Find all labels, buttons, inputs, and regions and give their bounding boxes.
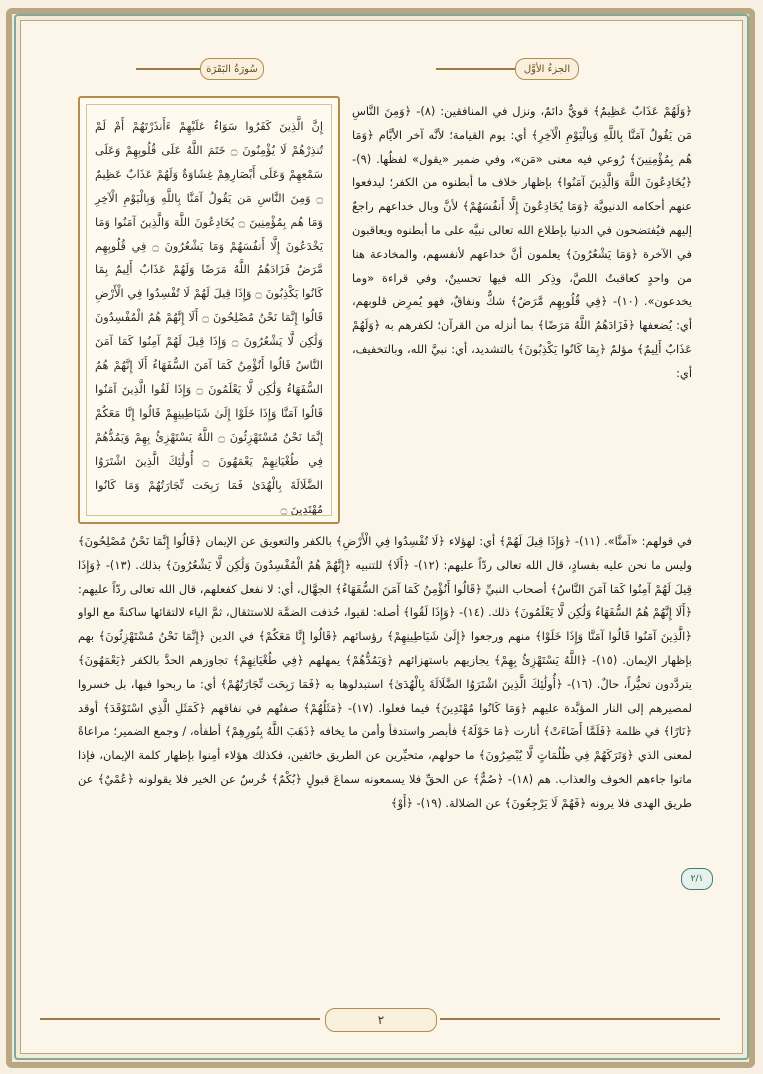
tafsir-right-column: ﴿وَلَهُمْ عَذَابٌ عَظِيمٌ﴾ قويٌّ دائمٌ، ونزل في المنافقين: (٨)- ﴿وَمِنَ النَّاسِ مَن يَقُولُ آمَنَّا بِاللَّهِ وَبِالْيَوْمِ الْآخِرِ﴾ أي: يوم القيامة؛ لأنَّه آخر الأيَّام ﴿وَمَا هُم بِمُؤْمِنِينَ﴾ رُوعي فيه معنى «مَن»، وفي ضمير «يقول» لفظُها. (٩)- ﴿يُخَادِعُونَ اللَّهَ وَالَّذِينَ آمَنُوا﴾ بإظهار خلاف ما أبطنوه من الكفر؛ ليدفعوا عنهم أحكامه الدنيويَّة ﴿وَمَا يُخَادِعُونَ إِلَّا أَنفُسَهُمْ﴾ لأنَّ وبال خداعهم راجعٌ إليهم فيُفتضحون في الدنيا بإطلاع الله تعالى نبيَّه على ما أبطنوه ويعاقبون في الآخرة ﴿وَمَا يَشْعُرُونَ﴾ يعلمون أنَّ خداعهم لأنفسهم، والمخادعة هنا من واحدٍ كعاقبتُ اللصَّ، وذِكر الله فيها تحسينٌ، وفي قراءة «وما يخدعون». (١٠)- ﴿فِي قُلُوبِهِم مَّرَضٌ﴾ شكٌّ ونفاقٌ، فهو يُمرِض قلوبهم، أي: يُضعفها ﴿فَزَادَهُمُ اللَّهُ مَرَضًا﴾ بما أنزله من القرآن؛ لكفرهم به ﴿وَلَهُمْ عَذَابٌ أَلِيمٌ﴾ مؤلمٌ ﴿بِمَا كَانُوا يَكْذِبُونَ﴾ بالتشديد، أي: نبيَّ الله، وبالتخفيف، أي: [352, 104, 692, 380]
header-rule-right [436, 68, 516, 70]
hizb-marker: ٢/١ [681, 868, 713, 890]
footer-rule-left [40, 1018, 320, 1020]
tafsir-full-width: في قولهم: «آمنَّا». (١١)- ﴿وَإِذَا قِيلَ لَهُمْ﴾ أي: لهؤلاء ﴿لَا تُفْسِدُوا فِي الْأَرْضِ﴾ بالكفر والتعويق عن الإيمان ﴿قَالُوا إِنَّمَا نَحْنُ مُصْلِحُونَ﴾ وليس ما نحن عليه بفسادٍ، قال الله تعالى ردّاً عليهم: (١٢)- ﴿أَلَا﴾ للتنبيه ﴿إِنَّهُمْ هُمُ الْمُفْسِدُونَ وَلَٰكِن لَّا يَشْعُرُونَ﴾ بذلك. (١٣)- ﴿وَإِذَا قِيلَ لَهُمْ آمِنُوا كَمَا آمَنَ النَّاسُ﴾ أصحاب النبيِّ ﴿قَالُوا أَنُؤْمِنُ كَمَا آمَنَ السُّفَهَاءُ﴾ الجهَّال، أي: لا نفعل كفعلهم، قال الله تعالى ردّاً عليهم: ﴿أَلَا إِنَّهُمْ هُمُ السُّفَهَاءُ وَلَٰكِن لَّا يَعْلَمُونَ﴾ ذلك. (١٤)- ﴿وَإِذَا لَقُوا﴾ أصله: لقيوا، حُذفت الضمَّة للاستثقال، ثمَّ الياء لالتقائها ساكنةً مع الواو ﴿الَّذِينَ آمَنُوا قَالُوا آمَنَّا وَإِذَا خَلَوْا﴾ منهم ورجعوا ﴿إِلَىٰ شَيَاطِينِهِمْ﴾ رؤسائهم ﴿قَالُوا إِنَّا مَعَكُمْ﴾ في الدين ﴿إِنَّمَا نَحْنُ مُسْتَهْزِئُونَ﴾ بهم بإظهار الإيمان. (١٥)- ﴿اللَّهُ يَسْتَهْزِئُ بِهِمْ﴾ يجازيهم باستهزائهم ﴿وَيَمُدُّهُمْ﴾ يمهلهم ﴿فِي طُغْيَانِهِمْ﴾ تجاوزهم الحدَّ بالكفر ﴿يَعْمَهُونَ﴾ يتردَّدون تحيُّراً، حالٌ. (١٦)- ﴿أُولَٰئِكَ الَّذِينَ اشْتَرَوُا الضَّلَالَةَ بِالْهُدَىٰ﴾ استبدلوها به ﴿فَمَا رَبِحَت تِّجَارَتُهُمْ﴾ أي: ما ربحوا فيها، بل خسروا لمصيرهم إلى النار المؤبَّدة عليهم ﴿وَمَا كَانُوا مُهْتَدِينَ﴾ فيما فعلوا. (١٧)- ﴿مَثَلُهُمْ﴾ صفتُهم في نفاقهم ﴿كَمَثَلِ الَّذِي اسْتَوْقَدَ﴾ أوقد ﴿نَارًا﴾ في ظلمة ﴿فَلَمَّا أَضَاءَتْ﴾ أنارت ﴿مَا حَوْلَهُ﴾ فأبصر واستدفأ وأمن ما يخافه ﴿ذَهَبَ اللَّهُ بِنُورِهِمْ﴾ أطفأه، / وجمع الضمير؛ مراعاةً لمعنى الذي ﴿وَتَرَكَهُمْ فِي ظُلُمَاتٍ لَّا يُبْصِرُونَ﴾ ما حولهم، متحيِّرين عن الطريق خائفين، فكذلك هؤلاء أمِنوا بإظهار كلمة الإيمان، فإذا ماتوا جاءهم الخوف والعذاب. هم (١٨)- ﴿صُمٌّ﴾ عن الحقِّ فلا يسمعونه سماعَ قبولٍ ﴿بُكْمٌ﴾ خُرسٌ عن الخير فلا يقولونه ﴿عُمْيٌ﴾ عن طريق الهدى فلا يرونه ﴿فَهُمْ لَا يَرْجِعُونَ﴾ عن الضلالة. (١٩)- ﴿أَوْ﴾ [78, 534, 692, 810]
quran-verses: إِنَّ الَّذِينَ كَفَرُوا سَوَاءٌ عَلَيْهِمْ ءَأَنذَرْتَهُمْ أَمْ لَمْ تُنذِرْهُمْ لَا يُؤْمِنُونَ ۝ خَتَمَ اللَّهُ عَلَى قُلُوبِهِمْ وَعَلَى سَمْعِهِمْ وَعَلَى أَبْصَارِهِمْ غِشَاوَةٌ وَلَهُمْ عَذَابٌ عَظِيمٌ ۝ وَمِنَ النَّاسِ مَن يَقُولُ آمَنَّا بِاللَّهِ وَبِالْيَوْمِ الْآخِرِ وَمَا هُم بِمُؤْمِنِينَ ۝ يُخَادِعُونَ اللَّهَ وَالَّذِينَ آمَنُوا وَمَا يَخْدَعُونَ إِلَّا أَنفُسَهُمْ وَمَا يَشْعُرُونَ ۝ فِي قُلُوبِهِم مَّرَضٌ فَزَادَهُمُ اللَّهُ مَرَضًا وَلَهُمْ عَذَابٌ أَلِيمٌ بِمَا كَانُوا يَكْذِبُونَ ۝ وَإِذَا قِيلَ لَهُمْ لَا تُفْسِدُوا فِي الْأَرْضِ قَالُوا إِنَّمَا نَحْنُ مُصْلِحُونَ ۝ أَلَا إِنَّهُمْ هُمُ الْمُفْسِدُونَ وَلَٰكِن لَّا يَشْعُرُونَ ۝ وَإِذَا قِيلَ لَهُمْ آمِنُوا كَمَا آمَنَ النَّاسُ قَالُوا أَنُؤْمِنُ كَمَا آمَنَ السُّفَهَاءُ أَلَا إِنَّهُمْ هُمُ السُّفَهَاءُ وَلَٰكِن لَّا يَعْلَمُونَ ۝ وَإِذَا لَقُوا الَّذِينَ آمَنُوا قَالُوا آمَنَّا وَإِذَا خَلَوْا إِلَىٰ شَيَاطِينِهِمْ قَالُوا إِنَّا مَعَكُمْ إِنَّمَا نَحْنُ مُسْتَهْزِئُونَ ۝ اللَّهُ يَسْتَهْزِئُ بِهِمْ وَيَمُدُّهُمْ فِي طُغْيَانِهِمْ يَعْمَهُونَ ۝ أُولَٰئِكَ الَّذِينَ اشْتَرَوُا الضَّلَالَةَ بِالْهُدَىٰ فَمَا رَبِحَت تِّجَارَتُهُمْ وَمَا كَانُوا مُهْتَدِينَ ۝ [86, 104, 332, 516]
quran-text-box [78, 96, 340, 524]
footer-rule-right [440, 1018, 720, 1020]
surah-name-label: سُورَةُ البَقَرَة [200, 58, 264, 80]
page-number: ٢ [325, 1008, 437, 1032]
juz-label: الجزءُ الأوَّل [515, 58, 579, 80]
